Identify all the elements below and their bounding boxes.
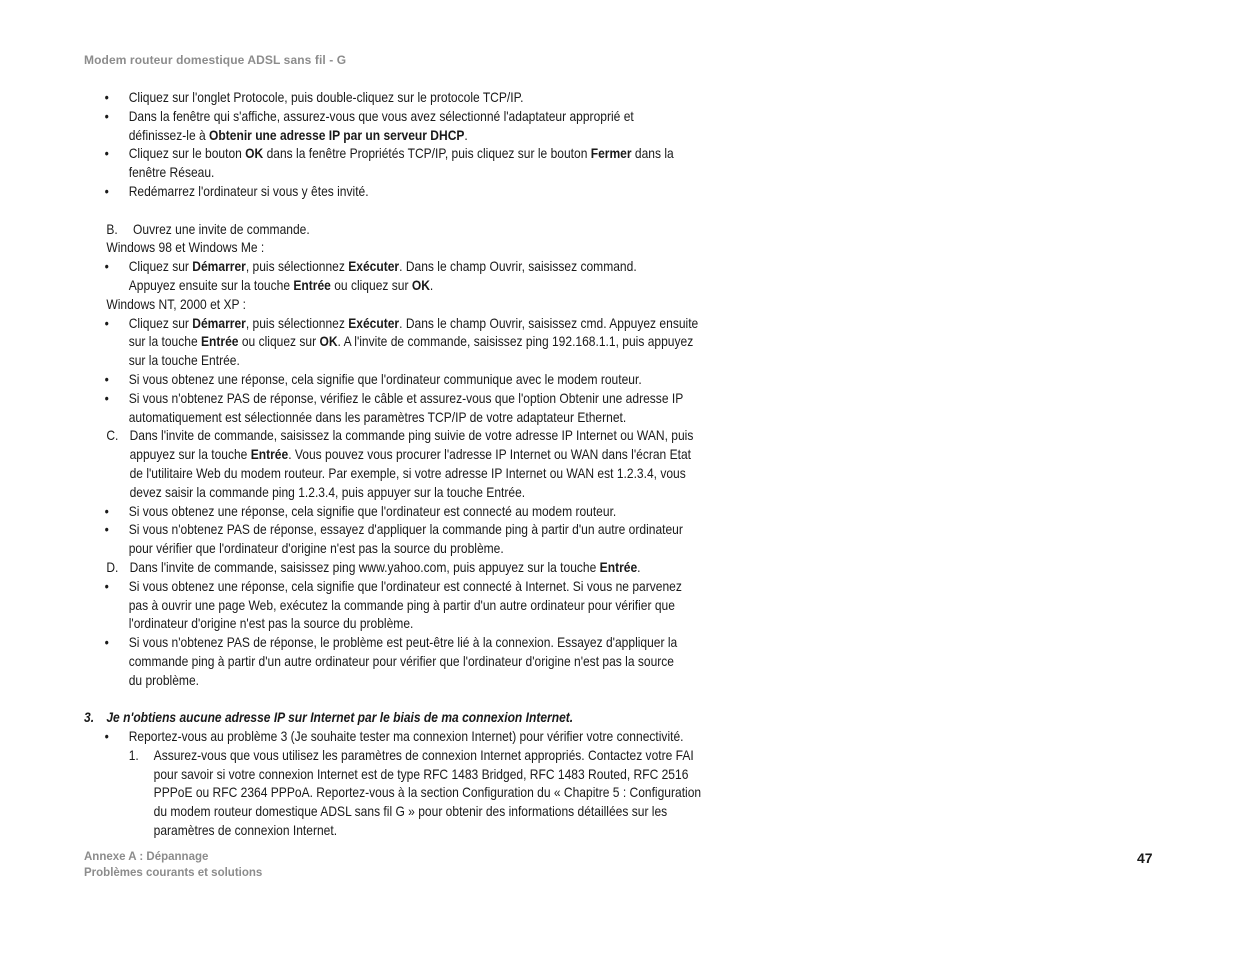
list-item: • Si vous n'obtenez PAS de réponse, essayez d'appliquer la commande ping à partir d'un autre ordinateur pour vérifier que l'ordinateur d'origine n'est pas la source du problème.: [84, 520, 763, 558]
body-text: [84, 88, 763, 840]
step-b: B. Ouvrez une invite de commande.: [106, 220, 310, 237]
os-label: Windows NT, 2000 et XP :: [106, 295, 247, 312]
list-item: • Cliquez sur l'onglet Protocole, puis double-cliquez sur le protocole TCP/IP.: [84, 88, 763, 107]
step-d: D. Dans l'invite de commande, saisissez ping www.yahoo.com, puis appuyez sur la touche Entrée.: [106, 558, 641, 575]
page-number: 47: [1137, 850, 1153, 866]
list-item: • Si vous obtenez une réponse, cela signifie que l'ordinateur communique avec le modem routeur.: [84, 370, 763, 389]
os-label: Windows 98 et Windows Me :: [106, 239, 265, 256]
numbered-step: 1. Assurez-vous que vous utilisez les paramètres de connexion Internet appropriés. Contactez votre FAI pour savoir si votre connexion Internet est de type RFC 1483 Bridged, RFC 1483 Routed, RFC 2516 PPPoE ou RFC 2364 PPPoA. Reportez-vous à la section Configuration du « Chapitre 5 : Configuration du modem routeur domestique ADSL sans fil G » pour obtenir des informations détaillées sur les paramètres de connexion Internet.: [128, 746, 702, 839]
footer-section: Problèmes courants et solutions: [84, 867, 263, 879]
step-c: C. Dans l'invite de commande, saisissez la commande ping suivie de votre adresse IP Internet ou WAN, puis appuyez sur la touche Entrée. Vous pouvez vous procurer l'adresse IP Internet ou WAN dans l'écran Etat de l'utilitaire Web du modem routeur. Par exemple, si votre adresse IP Internet ou WAN est 1.2.3.4, vous devez saisir la commande ping 1.2.3.4, puis appuyer sur la touche Entrée.: [106, 427, 694, 500]
list-item: • Cliquez sur Démarrer, puis sélectionnez Exécuter. Dans le champ Ouvrir, saisissez command. Appuyez ensuite sur la touche Entrée ou cliquez sur OK.: [84, 257, 763, 295]
footer-chapter: Annexe A : Dépannage: [84, 851, 209, 863]
list-item: • Si vous obtenez une réponse, cela signifie que l'ordinateur est connecté au modem routeur.: [84, 502, 763, 521]
problem-heading: 3. Je n'obtiens aucune adresse IP sur Internet par le biais de ma connexion Internet.: [84, 709, 574, 726]
list-item: • Reportez-vous au problème 3 (Je souhaite tester ma connexion Internet) pour vérifier votre connectivité.: [84, 727, 763, 746]
list-item: • Si vous n'obtenez PAS de réponse, le problème est peut-être lié à la connexion. Essayez d'appliquer la commande ping à partir d'un autre ordinateur pour vérifier que l'ordinateur d'origine n'est pas la source du problème.: [84, 633, 763, 689]
list-item: • Dans la fenêtre qui s'affiche, assurez-vous que vous avez sélectionné l'adaptateur approprié et définissez-le à Obtenir une adresse IP par un serveur DHCP.: [84, 107, 763, 145]
list-item: • Si vous n'obtenez PAS de réponse, vérifiez le câble et assurez-vous que l'option Obtenir une adresse IP automatiquement est sélectionnée dans les paramètres TCP/IP de votre adaptateur Ethernet.: [84, 389, 763, 427]
list-item: • Redémarrez l'ordinateur si vous y êtes invité.: [84, 182, 763, 201]
running-header: Modem routeur domestique ADSL sans fil - G: [84, 53, 347, 67]
list-item: • Cliquez sur Démarrer, puis sélectionnez Exécuter. Dans le champ Ouvrir, saisissez cmd. Appuyez ensuite sur la touche Entrée ou cliquez sur OK. A l'invite de commande, saisissez ping 192.168.1.1, puis appuyez sur la touche Entrée.: [84, 314, 763, 370]
list-item: • Si vous obtenez une réponse, cela signifie que l'ordinateur est connecté à Internet. Si vous ne parvenez pas à ouvrir une page Web, exécutez la commande ping à partir d'un autre ordinateur pour vérifier que l'ordinateur d'origine n'est pas la source du problème.: [84, 577, 763, 633]
list-item: • Cliquez sur le bouton OK dans la fenêtre Propriétés TCP/IP, puis cliquez sur le bouton Fermer dans la fenêtre Réseau.: [84, 144, 763, 182]
